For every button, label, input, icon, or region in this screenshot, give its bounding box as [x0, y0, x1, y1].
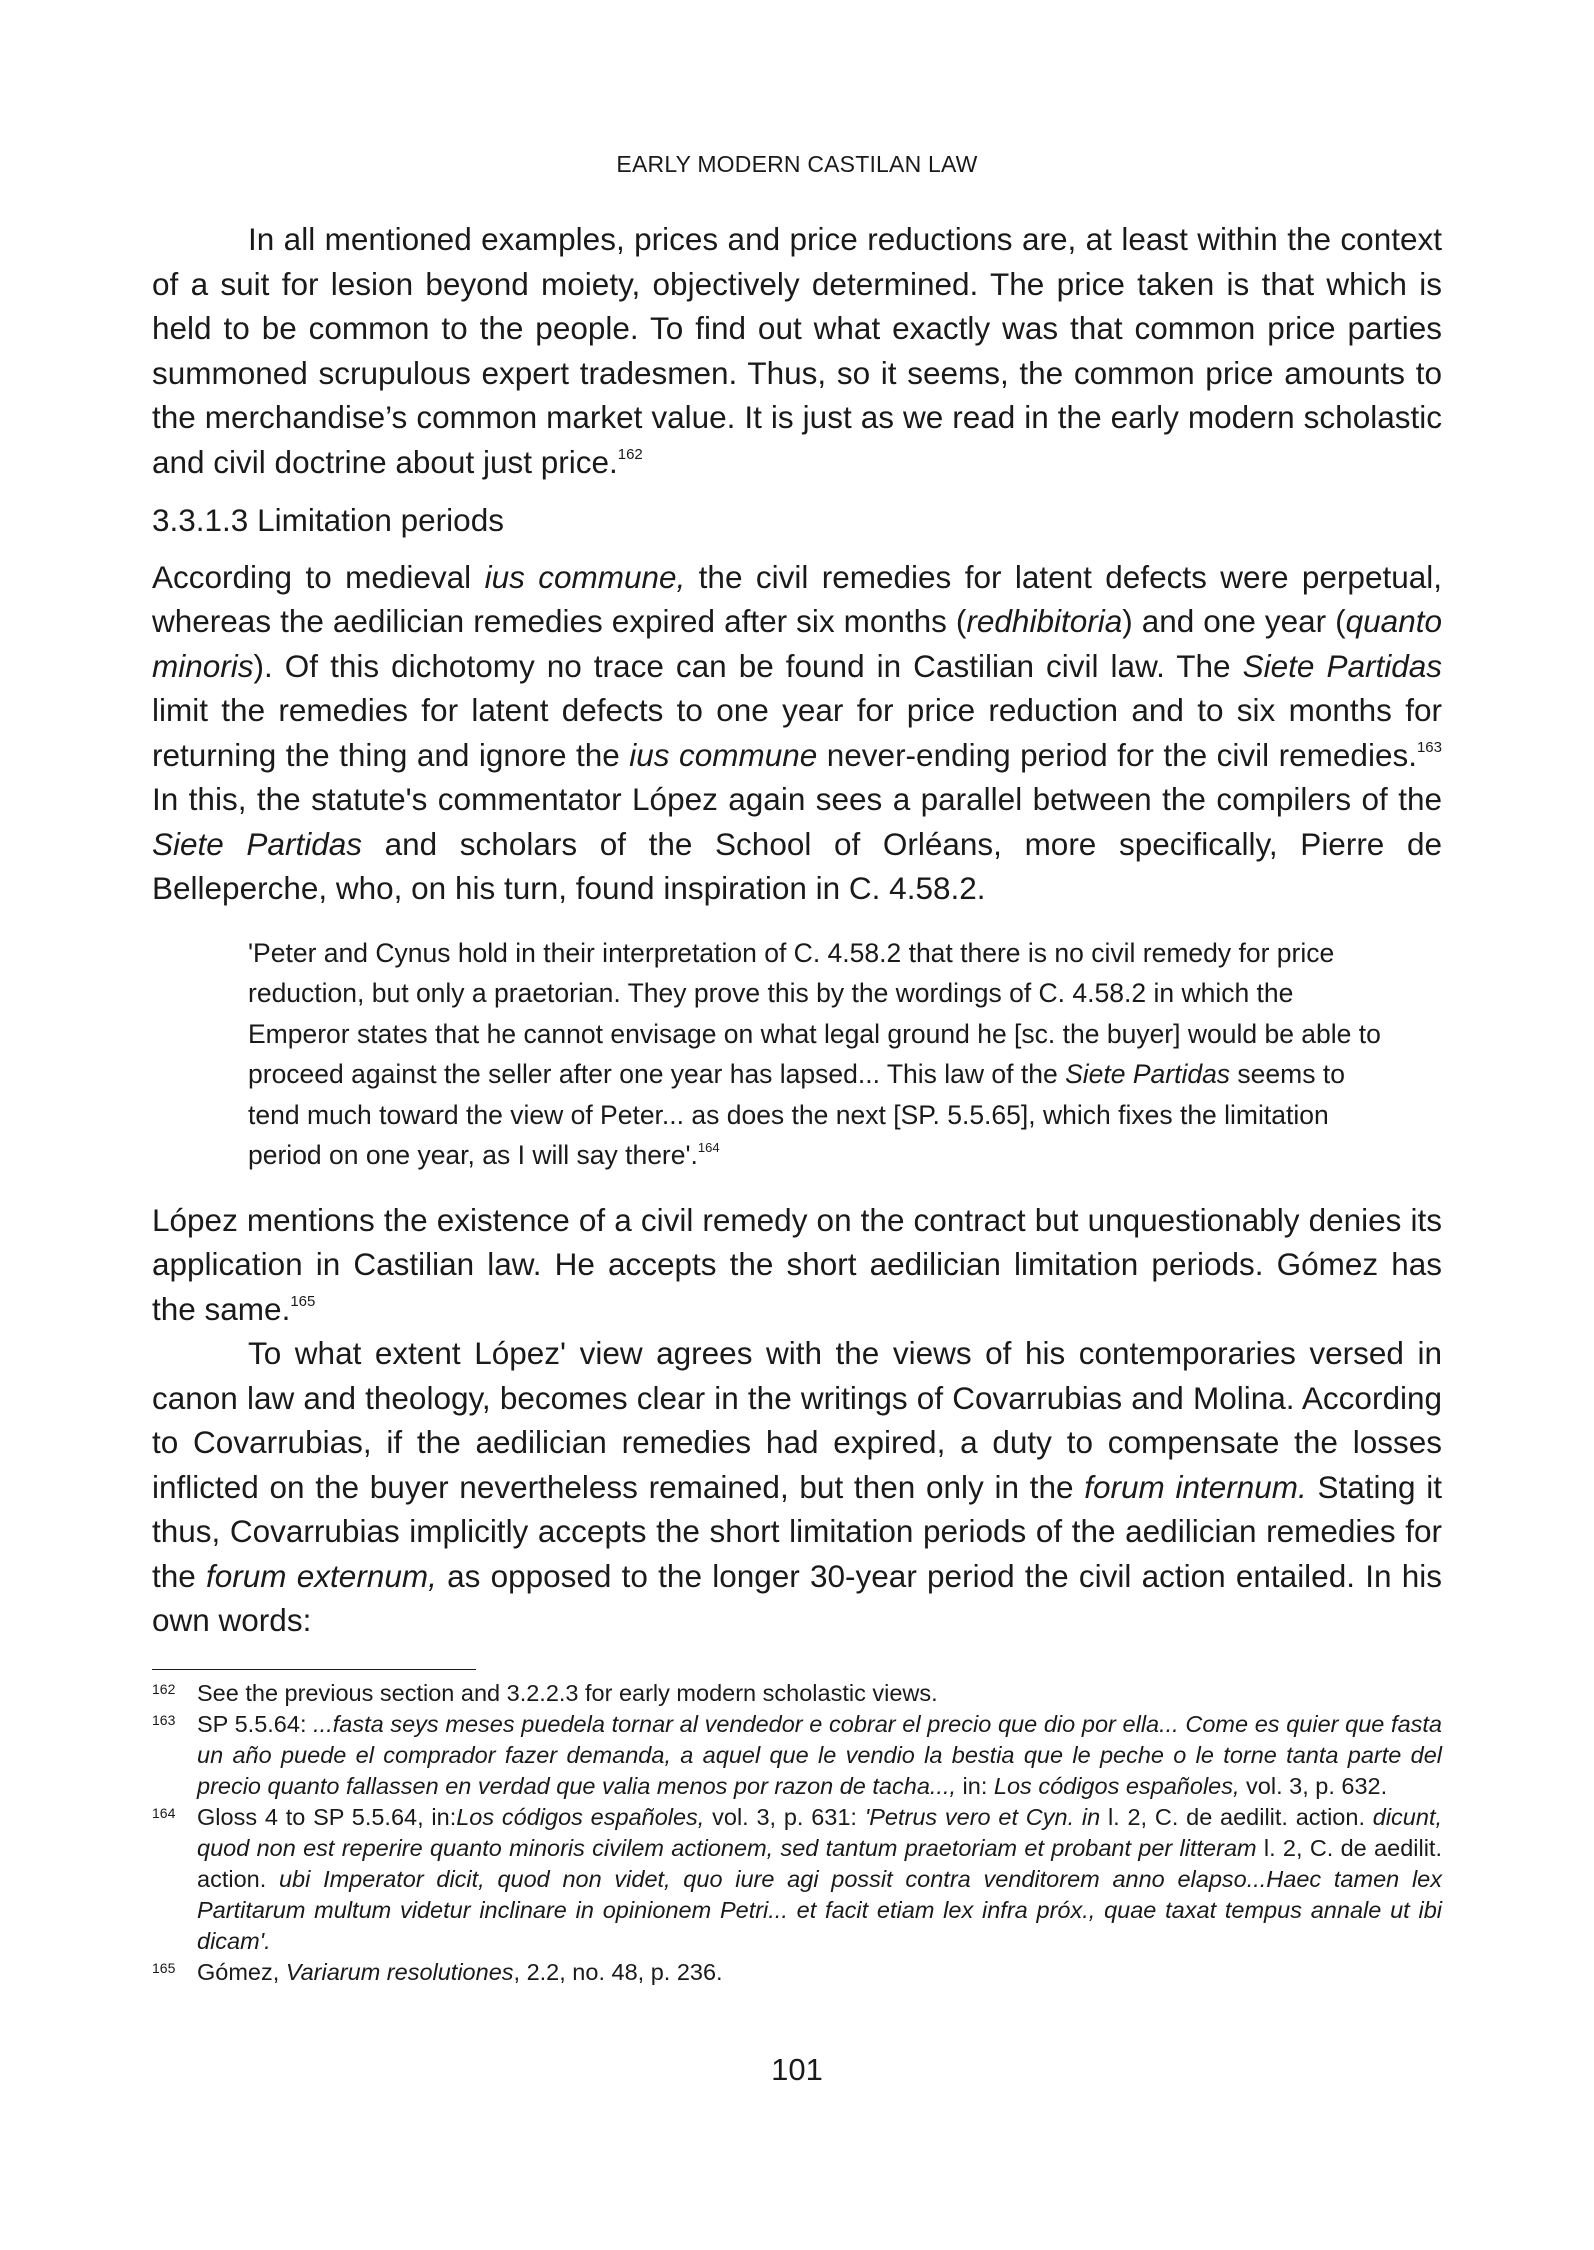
footnote-number: 165: [152, 1960, 176, 1976]
block-quote: 'Peter and Cynus hold in their interpretation of C. 4.58.2 that there is no civil remedy for price reduction, but only a praetorian. They prove this by the wordings of C. 4.58.2 in which the Emperor states that he cannot envisage on what legal ground he [sc. the buyer] would be able to proceed against the seller after one year has lapsed... This law of the Siete Partidas seems to tend much toward the view of Peter... as does the next [SP. 5.5.65], which fixes the limitation period on one year, as I will say there'.$^{164}$: [248, 937, 1381, 1170]
footnote-ref-164[interactable]: 164: [697, 1140, 720, 1155]
footnote-162: 162 See the previous section and 3.2.2.3 for early modern scholastic views.: [152, 1678, 1442, 1709]
footnote-165: 165 Gómez, Variarum resolutiones, 2.2, no. 48, p. 236.: [152, 1957, 1442, 1988]
footnote-number: 162: [152, 1681, 176, 1697]
footnote-number: 163: [152, 1712, 176, 1728]
footnote-separator: [152, 1669, 476, 1670]
page-number: 101: [771, 2052, 823, 2087]
running-head: EARLY MODERN CASTILAN LAW: [616, 151, 978, 177]
footnote-number: 164: [152, 1805, 176, 1821]
main-text: [152, 217, 1442, 1643]
paragraph-common-price: In all mentioned examples, prices and price reductions are, at least within the context of a suit for lesion beyond moiety, objectively determined. The price taken is that which is held to be common to the people. To find out what exactly was that common price parties summoned scrupulous expert tradesmen. Thus, so it seems, the common price amounts to the merchandise’s common market value. It is just as we read in the early modern scholastic and civil doctrine about just price.$^{162}$: [152, 221, 1442, 480]
footnote-ref-165[interactable]: 165: [290, 1292, 316, 1310]
paragraph-lopez-civil-remedy: López mentions the existence of a civil remedy on the contract but unquestionably denies its application in Castilian law. He accepts the short aedilician limitation periods. Gómez has the same.$^{165}$: [152, 1201, 1442, 1327]
paragraph-covarrubias: To what extent López' view agrees with the views of his contemporaries versed in canon law and theology, becomes clear in the writings of Covarrubias and Molina. According to Covarrubias, if the aedilician remedies had expired, a duty to compensate the losses inflicted on the buyer nevertheless remained, but then only in the forum internum. Stating it thus, Covarrubias implicitly accepts the short limitation periods of the aedilician remedies for the forum externum, as opposed to the longer 30-year period the civil action entailed. In his own words:: [152, 1335, 1443, 1638]
footnotes: [152, 1678, 1442, 1988]
footnote-163: 163 SP 5.5.64: ...fasta seys meses puedela tornar al vendedor e cobrar el precio que dio por ella... Come es quier que fasta un año puede el comprador fazer demanda, a aquel que le vendio la bestia que le peche o le torne tanta parte del precio quanto fallassen en verdad que valia menos por razon de tacha..., in: Los códigos españoles, vol. 3, p. 632.: [152, 1709, 1442, 1802]
footnote-ref-162[interactable]: 162: [617, 445, 643, 463]
section-heading: 3.3.1.3 Limitation periods: [152, 502, 504, 538]
paragraph-limitation-periods: According to medieval ius commune, the civil remedies for latent defects were perpetual, whereas the aedilician remedies expired after six months (redhibitoria) and one year (quanto minoris). Of this dichotomy no trace can be found in Castilian civil law. The Siete Partidas limit the remedies for latent defects to one year for price reduction and to six months for returning the thing and ignore the ius commune never-ending period for the civil remedies.$^{163}$ In this, the statute's commentator López again sees a parallel between the compilers of the Siete Partidas and scholars of the School of Orléans, more specifically, Pierre de Belleperche, who, on his turn, found inspiration in C. 4.58.2.: [152, 558, 1442, 906]
footnote-ref-163[interactable]: 163: [1416, 738, 1442, 756]
footnote-164: 164 Gloss 4 to SP 5.5.64, in:Los códigos españoles, vol. 3, p. 631: 'Petrus vero et Cyn. in l. 2, C. de aedilit. action. dicunt, quod non est reperire quanto minoris civilem actionem, sed tantum praetoriam et probant per litteram l. 2, C. de aedilit. action. ubi Imperator dicit, quod non videt, quo iure agi possit contra venditorem anno elapso...Haec tamen lex Partitarum multum videtur inclinare in opinionem Petri... et facit etiam lex infra próx., quae taxat tempus annale ut ibi dicam'.: [152, 1802, 1442, 1957]
